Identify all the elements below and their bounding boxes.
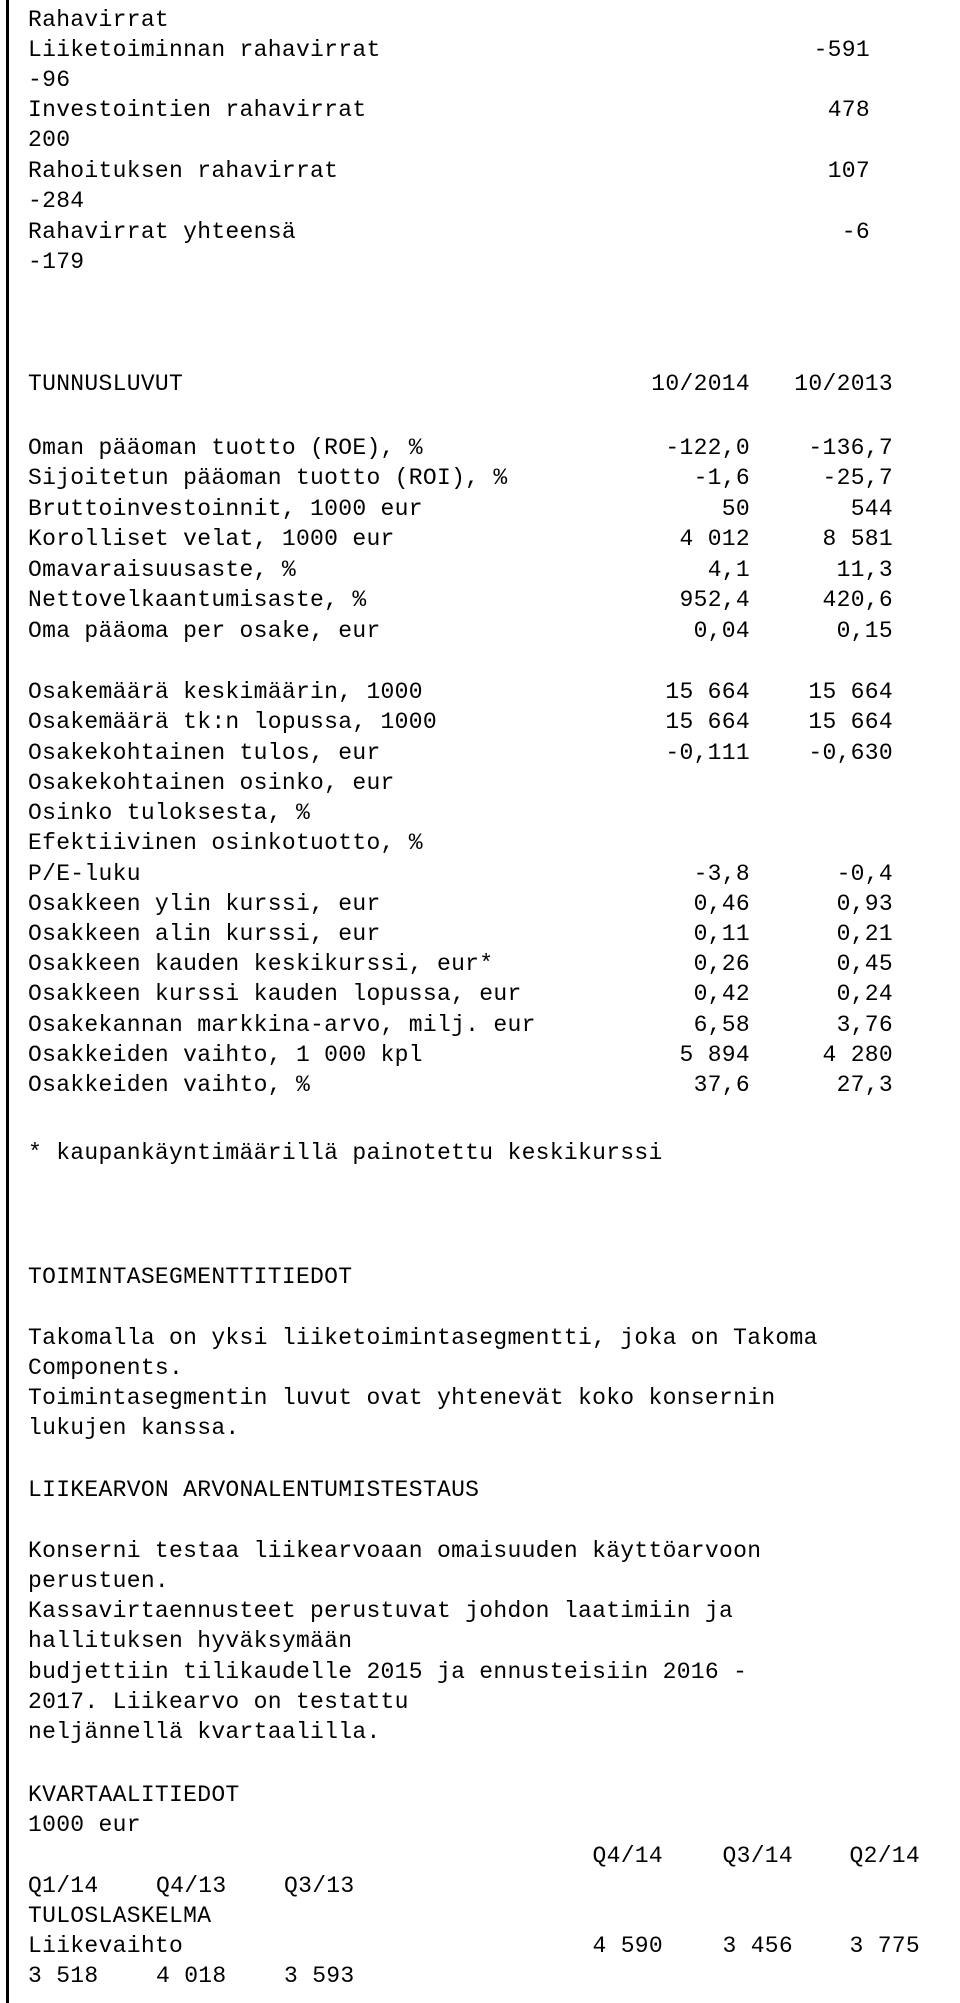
goodwill-text-line: 2017. Liikearvo on testattu	[28, 1689, 409, 1715]
keyfigure-value-2013: 15 664	[808, 709, 893, 735]
quarterly-unit: 1000 eur	[28, 1812, 141, 1838]
quarterly-row-label: Liikevaihto	[28, 1933, 184, 1959]
keyfigure-value-2014: 4,1	[707, 557, 750, 583]
quarterly-cell: 3 456	[722, 1933, 793, 1959]
quarterly-title: KVARTAALITIEDOT	[28, 1782, 240, 1808]
keyfigure-value-2013: 0,21	[836, 921, 893, 947]
goodwill-text-line: hallituksen hyväksymään	[28, 1628, 353, 1654]
segments-text-line: Components.	[28, 1355, 184, 1381]
keyfigure-value-2014: 0,11	[693, 921, 750, 947]
keyfigure-value-2013: -136,7	[808, 435, 893, 461]
cashflow-row-value-wrapped: -284	[28, 188, 85, 214]
keyfigure-label: Efektiivinen osinkotuotto, %	[28, 830, 423, 856]
keyfigure-label: Osakekohtainen osinko, eur	[28, 770, 395, 796]
keyfigure-value-2014: 5 894	[679, 1042, 750, 1068]
keyfigure-label: Oma pääoma per osake, eur	[28, 618, 381, 644]
keyfigure-value-2014: -1,6	[693, 465, 750, 491]
keyfigure-label: Osakekannan markkina-arvo, milj. eur	[28, 1012, 536, 1038]
keyfigures-col-header-2013: 10/2013	[794, 371, 893, 397]
keyfigure-value-2013: 0,45	[836, 951, 893, 977]
keyfigure-value-2013: -25,7	[822, 465, 893, 491]
keyfigure-value-2013: 544	[850, 496, 893, 522]
segments-title: TOIMINTASEGMENTTITIEDOT	[28, 1264, 353, 1290]
keyfigure-value-2013: 0,24	[836, 981, 893, 1007]
cashflow-row-value: 478	[827, 97, 870, 123]
quarterly-cell: 3 775	[849, 1933, 920, 1959]
keyfigure-label: Osakemäärä keskimäärin, 1000	[28, 679, 423, 705]
cashflow-row-label: Rahoituksen rahavirrat	[28, 158, 339, 184]
keyfigure-value-2013: 11,3	[836, 557, 893, 583]
quarterly-col-header-wrapped: Q4/13	[156, 1873, 227, 1899]
keyfigure-value-2013: -0,630	[808, 740, 893, 766]
cashflow-row-label: Rahavirrat yhteensä	[28, 219, 296, 245]
cashflow-title: Rahavirrat	[28, 7, 170, 33]
keyfigure-value-2014: 0,42	[693, 981, 750, 1007]
goodwill-text-line: Kassavirtaennusteet perustuvat johdon laatimiin ja	[28, 1598, 734, 1624]
keyfigure-label: Oman pääoman tuotto (ROE), %	[28, 435, 423, 461]
keyfigure-label: Osakemäärä tk:n lopussa, 1000	[28, 709, 437, 735]
quarterly-col-header-wrapped: Q3/13	[284, 1873, 355, 1899]
segments-text-line: Takomalla on yksi liiketoimintasegmentti, joka on Takoma	[28, 1325, 818, 1351]
keyfigure-value-2013: 0,15	[836, 618, 893, 644]
keyfigure-label: Nettovelkaantumisaste, %	[28, 587, 367, 613]
keyfigure-value-2014: 50	[721, 496, 750, 522]
keyfigure-label: Osakkeen alin kurssi, eur	[28, 921, 381, 947]
goodwill-text-line: neljännellä kvartaalilla.	[28, 1719, 381, 1745]
keyfigure-label: Korolliset velat, 1000 eur	[28, 526, 395, 552]
keyfigures-col-header-2014: 10/2014	[651, 371, 750, 397]
keyfigures-footnote: * kaupankäyntimäärillä painotettu keskikurssi	[28, 1140, 663, 1166]
keyfigure-value-2013: 8 581	[822, 526, 893, 552]
keyfigure-label: Osakkeen ylin kurssi, eur	[28, 891, 381, 917]
cashflow-row-value: -6	[841, 219, 870, 245]
keyfigure-value-2013: 27,3	[836, 1072, 893, 1098]
keyfigure-label: Bruttoinvestoinnit, 1000 eur	[28, 496, 423, 522]
cashflow-row-value-wrapped: -179	[28, 249, 85, 275]
quarterly-col-header: Q4/14	[592, 1843, 663, 1869]
segments-text-line: lukujen kanssa.	[28, 1415, 240, 1441]
keyfigure-value-2014: -3,8	[693, 861, 750, 887]
keyfigure-value-2013: 3,76	[836, 1012, 893, 1038]
keyfigure-label: Osinko tuloksesta, %	[28, 800, 311, 826]
cashflow-row-value-wrapped: -96	[28, 67, 71, 93]
cashflow-row-value: 107	[827, 158, 870, 184]
keyfigure-value-2013: -0,4	[836, 861, 893, 887]
keyfigure-value-2013: 420,6	[822, 587, 893, 613]
keyfigure-value-2014: 6,58	[693, 1012, 750, 1038]
quarterly-col-header: Q2/14	[849, 1843, 920, 1869]
keyfigure-label: Osakkeiden vaihto, 1 000 kpl	[28, 1042, 423, 1068]
goodwill-text-line: Konserni testaa liikearvoaan omaisuuden käyttöarvoon	[28, 1538, 762, 1564]
quarterly-subtitle: TULOSLASKELMA	[28, 1903, 212, 1929]
quarterly-col-header-wrapped: Q1/14	[28, 1873, 99, 1899]
keyfigure-value-2014: 15 664	[665, 709, 750, 735]
quarterly-cell-wrapped: 3 518	[28, 1963, 99, 1989]
keyfigure-value-2014: -122,0	[665, 435, 750, 461]
cashflow-row-label: Liiketoiminnan rahavirrat	[28, 37, 381, 63]
cashflow-row-label: Investointien rahavirrat	[28, 97, 367, 123]
keyfigure-label: Osakkeen kauden keskikurssi, eur*	[28, 951, 494, 977]
keyfigure-label: P/E-luku	[28, 861, 141, 887]
quarterly-cell: 4 590	[592, 1933, 663, 1959]
keyfigure-value-2014: 4 012	[679, 526, 750, 552]
keyfigure-label: Osakkeiden vaihto, %	[28, 1072, 311, 1098]
segments-text-line: Toimintasegmentin luvut ovat yhtenevät koko konsernin	[28, 1385, 776, 1411]
keyfigure-label: Omavaraisuusaste, %	[28, 557, 296, 583]
keyfigure-value-2013: 0,93	[836, 891, 893, 917]
keyfigure-label: Osakkeen kurssi kauden lopussa, eur	[28, 981, 522, 1007]
keyfigure-value-2013: 15 664	[808, 679, 893, 705]
quarterly-cell-wrapped: 4 018	[156, 1963, 227, 1989]
keyfigure-value-2013: 4 280	[822, 1042, 893, 1068]
keyfigure-value-2014: 0,46	[693, 891, 750, 917]
keyfigure-value-2014: 0,04	[693, 618, 750, 644]
cashflow-row-value-wrapped: 200	[28, 127, 71, 153]
goodwill-title: LIIKEARVON ARVONALENTUMISTESTAUS	[28, 1477, 480, 1503]
keyfigure-value-2014: 15 664	[665, 679, 750, 705]
quarterly-cell-wrapped: 3 593	[284, 1963, 355, 1989]
quarterly-col-header: Q3/14	[722, 1843, 793, 1869]
keyfigure-value-2014: 0,26	[693, 951, 750, 977]
keyfigure-label: Sijoitetun pääoman tuotto (ROI), %	[28, 465, 508, 491]
keyfigure-value-2014: 37,6	[693, 1072, 750, 1098]
keyfigure-value-2014: 952,4	[679, 587, 750, 613]
keyfigures-title: TUNNUSLUVUT	[28, 371, 184, 397]
keyfigure-label: Osakekohtainen tulos, eur	[28, 740, 381, 766]
goodwill-text-line: budjettiin tilikaudelle 2015 ja ennusteisiin 2016 -	[28, 1659, 748, 1685]
goodwill-text-line: perustuen.	[28, 1568, 170, 1594]
keyfigure-value-2014: -0,111	[665, 740, 750, 766]
cashflow-row-value: -591	[813, 37, 870, 63]
left-margin-rule	[6, 0, 9, 2003]
